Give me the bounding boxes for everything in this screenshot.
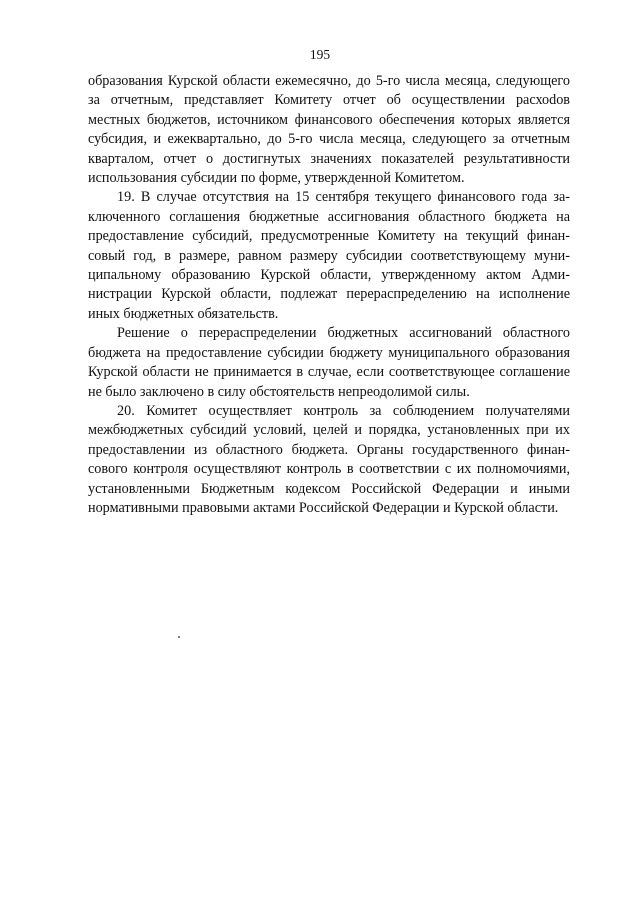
scan-artifact-dot bbox=[178, 636, 180, 638]
paragraph-redistribution-decision: Решение о перераспределении бюджетных ассигнований областного бюджета на предоставление субсидии бюджету муниципального образования Курской области не принимается в случае, если соответствующее соглашение не было заключено в силу обстоятельств непреодолимой силы. bbox=[88, 325, 570, 400]
page-number: 195 bbox=[309, 47, 331, 62]
document-body bbox=[88, 72, 570, 518]
paragraph-reporting: образования Курской области ежемесячно, до 5-го числа месяца, следующего за отчетным, представляет Комитету отчет об осуществлении расхоdов местных бюджетов, источником финансового обеспечения которых является субсидия, и ежеквартально, до 5-го числа месяца, следующего за отчетным кварталом, отчет о достигнутых значениях показателей результативности использования субсидии по форме, утвержденной Комитетом. bbox=[88, 73, 570, 187]
paragraph-19: 19. В случае отсутствия на 15 сентября текущего финансового года заключенного соглашения бюджетные ассигнования областного бюджета на предоставление субсидий, предусмотренные Комитету на текущий финансовый год, в размере, равном размеру субсидии соответствующему муниципальному образованию Курской области, утвержденному актом Администрации Курской области, подлежат перераспределению на исполнение иных бюджетных обязательств. bbox=[88, 189, 570, 322]
paragraph-20: 20. Комитет осуществляет контроль за соблюдением получателями межбюджетных субсидий условий, целей и порядка, установленных при их предоставлении из областного бюджета. Органы государственного финансового контроля осуществляют контроль в соответствии с их полномочиями, установленными Бюджетным кодексом Российской Федерации и иными нормативными правовыми актами Российской Федерации и Курской области. bbox=[88, 402, 570, 516]
